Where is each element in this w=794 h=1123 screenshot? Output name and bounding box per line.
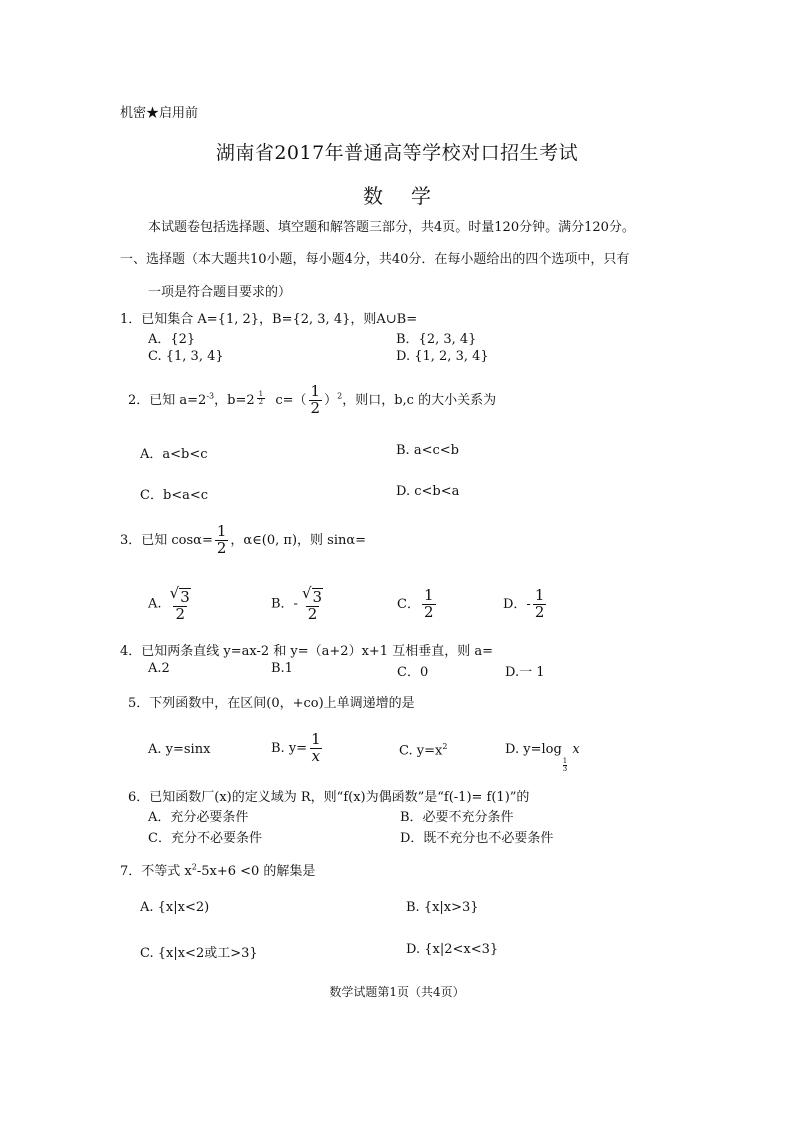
q5-c-exponent: 2: [442, 742, 448, 751]
question-2-stem: [128, 384, 496, 417]
q3-c-fraction: [422, 588, 436, 621]
q5-b-fraction: [309, 732, 323, 765]
q3-a-sqrt: √ 3: [169, 584, 190, 606]
q3-a-label: A.: [148, 596, 162, 612]
question-6-option-d: D．既不充分也不必要条件: [400, 831, 554, 846]
q3-a-radicand: 3: [180, 588, 190, 606]
question-5-option-b: [271, 732, 325, 765]
question-7-option-b: B. {x|x>3}: [406, 900, 479, 915]
q3-d-num: 1: [534, 586, 545, 604]
question-6-option-b: B．必要不充分条件: [400, 810, 514, 825]
question-2-option-c: C．b<a<c: [140, 488, 209, 503]
q5-d-base-num: 1: [562, 757, 568, 765]
question-5-stem: 5．下列函数中，在区间(0，+co)上单调递增的是: [128, 696, 415, 711]
q3-b-den: 2: [307, 604, 318, 623]
q3-c-num: 1: [423, 586, 434, 604]
q2-prefix: 2．已知 a=2: [128, 392, 207, 408]
q2-c-prefix: c=（: [275, 392, 307, 408]
question-1-stem: 1．已知集合 A={1, 2}，B={2, 3, 4}，则A∪B=: [120, 312, 418, 327]
question-5-option-a: A. y=sinx: [148, 742, 211, 757]
question-7-stem: [120, 860, 315, 879]
q5-c-prefix: C. y=x: [399, 743, 443, 759]
q2-a-exponent: -3: [206, 391, 215, 401]
q2-c-fraction: [309, 384, 323, 417]
q5-d-prefix: D. y=log: [505, 742, 562, 757]
q2-tail: ，则口，b,c 的大小关系为: [342, 392, 497, 408]
question-4-option-c: C．0: [397, 665, 429, 680]
q3-b-sqrt: √ 3: [301, 584, 323, 606]
question-1-option-b: B．{2, 3, 4}: [396, 332, 477, 347]
question-3-option-c: [397, 588, 438, 621]
q3-d-label: D．-: [503, 596, 531, 612]
question-4-option-a: A.2: [148, 661, 170, 676]
confidential-label: 机密★启用前: [120, 106, 199, 121]
question-5-option-c: [399, 742, 447, 758]
q2-b-exponent: [257, 391, 265, 407]
q3-a-den: 2: [175, 604, 185, 623]
question-6-stem: 6．已知函数厂(x)的定义域为 R，则“f(x)为偶函数”是“f(-1)= f(1)”的: [128, 790, 530, 805]
q3-tail: ，α∈(0, π)，则 sinα=: [230, 532, 367, 548]
q3-d-fraction: [533, 588, 547, 621]
q3-den: 2: [216, 538, 227, 557]
q5-d-base-den: 3: [562, 765, 568, 773]
q2-b-exp-den: 2: [258, 398, 264, 407]
q5-b-num: 1: [311, 730, 321, 748]
q7-stem-exponent: 2: [191, 862, 197, 872]
exam-intro: 本试题卷包括选择题、填空题和解答题三部分，共4页。时量120分钟。满分120分。: [148, 220, 635, 235]
section-heading-continued: 一项是符合题目要求的）: [148, 285, 292, 300]
q2-c-suffix: ）: [324, 392, 338, 408]
q3-prefix: 3．已知 cosα=: [120, 532, 213, 548]
q2-c-exponent: 2: [337, 391, 343, 401]
q2-c-den: 2: [310, 398, 321, 417]
q5-d-log-base: [563, 758, 567, 773]
q3-c-label: C．: [397, 596, 420, 612]
q3-b-label: B．-: [271, 596, 298, 612]
q3-num: 1: [216, 522, 227, 540]
q3-cos-fraction: [215, 524, 229, 557]
page-footer: 数学试题第1页（共4页）: [329, 985, 465, 999]
q3-c-den: 2: [423, 602, 434, 621]
question-7-option-a: A. {x|x<2): [140, 900, 210, 915]
section-heading: 一、选择题（本大题共10小题，每小题4分，共40分．在每小题给出的四个选项中，只有: [120, 252, 630, 267]
question-3-option-b: [271, 586, 327, 622]
question-2-option-b: B. a<c<b: [396, 443, 459, 458]
q5-d-arg: x: [572, 742, 580, 757]
q2-c-num: 1: [310, 382, 321, 400]
q3-d-den: 2: [534, 602, 545, 621]
question-6-option-a: A．充分必要条件: [148, 810, 249, 825]
q7-stem-suffix: -5x+6 <0 的解集是: [196, 864, 316, 879]
question-3-option-a: [148, 586, 195, 622]
question-4-option-b: B.1: [271, 661, 293, 676]
question-5-option-d: [505, 742, 580, 773]
question-1-option-a: A．{2}: [148, 332, 196, 347]
q7-stem-prefix: 7．不等式 x: [120, 864, 192, 879]
subject-title: 数学: [363, 184, 459, 208]
question-3-stem: [120, 524, 366, 557]
q2-mid: ，b=2: [214, 392, 255, 408]
question-7-option-c: C. {x|x<2或工>3}: [140, 946, 258, 961]
question-6-option-c: C．充分不必要条件: [148, 831, 262, 846]
question-2-option-a: A．a<b<c: [140, 447, 208, 462]
question-1-option-c: C. {1, 3, 4}: [148, 349, 224, 364]
q5-b-den: x: [311, 746, 321, 765]
question-7-option-d: D. {x|2<x<3}: [406, 942, 499, 957]
question-2-option-d: D. c<b<a: [396, 484, 460, 499]
question-3-option-d: [503, 588, 548, 621]
question-1-option-d: D. {1, 2, 3, 4}: [396, 349, 489, 364]
exam-title: 湖南省2017年普通高等学校对口招生考试: [215, 142, 579, 164]
question-4-stem: 4．已知两条直线 y=ax-2 和 y=（a+2）x+1 互相垂直，则 a=: [120, 644, 493, 659]
q3-b-radicand: 3: [312, 588, 323, 606]
q3-a-fraction: [168, 586, 193, 622]
q5-b-prefix: B. y=: [271, 740, 308, 756]
q2-b-exp-num: 1: [258, 389, 264, 398]
question-4-option-d: D.一 1: [505, 665, 545, 680]
q3-b-fraction: [300, 586, 325, 622]
